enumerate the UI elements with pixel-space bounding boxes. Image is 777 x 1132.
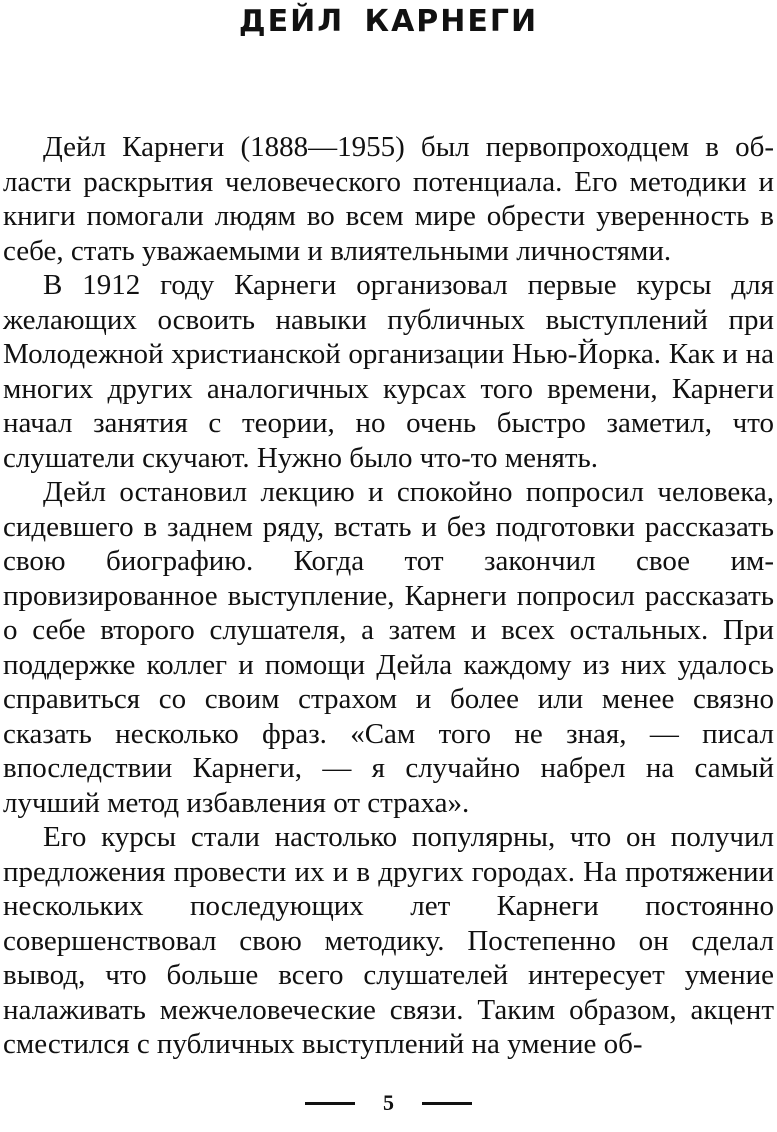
paragraph-3: Дейл остановил лекцию и спокойно попросил человека, сидевшего в заднем ряду, встать и без подготовки рассказать свою биографию. Когда тот закончил свое импровизированное выступление, Карнеги попросил рассказать о себе второго слушателя, а затем и всех остальных. При поддержке коллег и помощи Дейла каждому из них удалось справиться со своим страхом и более или менее связно сказать несколько фраз. «Сам того не зная, — писал впоследствии Карнеги, — я случайно набрел на самый лучший метод избавления от страха». [3,476,774,819]
chapter-title: ДЕЙЛ КАРНЕГИ [238,4,539,39]
paragraph-1: Дейл Карнеги (1888—1955) был первопроходцем в области раскрытия человеческого потенциала. Его методики и книги помогали людям во всем мире обрести уверенность в себе, стать уважаемыми и влиятельными личностями. [3,131,774,267]
paragraph-4: Его курсы стали настолько популярны, что он получил предложения провести их и в других городах. На протяжении нескольких последующих лет Карнеги постоянно совершенствовал свою методику. Постепенно он сделал вывод, что больше всего слушателей интересует умение налаживать межчеловеческие связи. Таким образом, акцент сместился с публичных выступлений на умение об- [3,821,774,1060]
body-text [3,130,774,1062]
paragraph-2: В 1912 году Карнеги организовал первые курсы для желающих освоить навыки публичных выступлений при Молодежной христианской организации Нью-Йорка. Как и на многих других аналогичных курсах того времени, Карнеги начал занятия с теории, но очень быстро заметил, что слушатели скучают. Нужно было что-то менять. [3,269,774,474]
page-footer [0,1090,777,1116]
footer-rule-left [305,1102,355,1105]
page-number: 5 [383,1090,394,1115]
footer-rule-right [422,1102,472,1105]
